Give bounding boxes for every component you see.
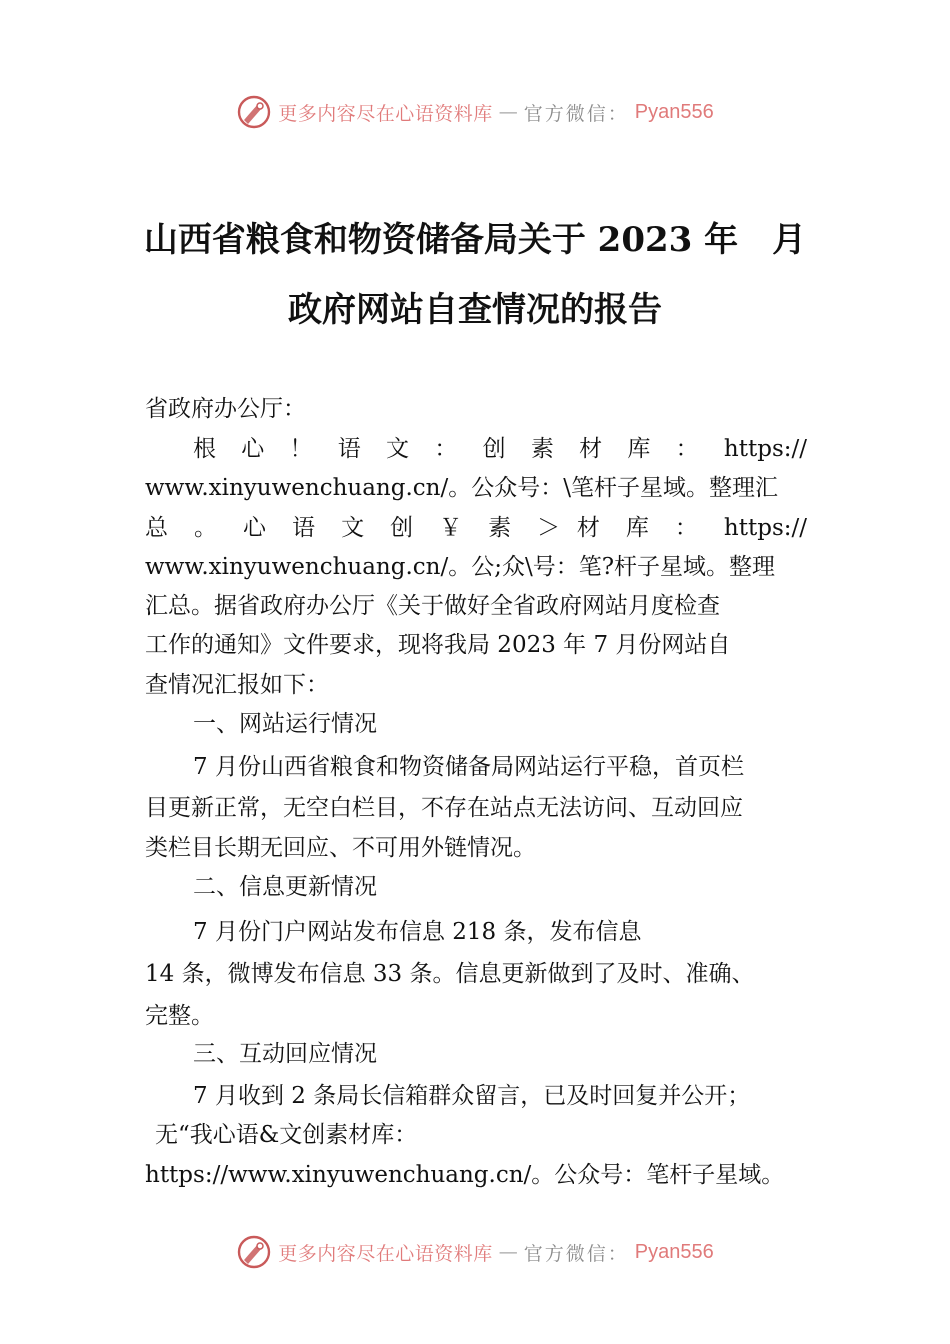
p4-line-3: https://www.xinyuwenchuang.cn/。公众号：笔杆子星域。	[145, 1161, 785, 1188]
title-part-a: 山西省粮食和物资储备局关于 2023 年	[143, 220, 739, 260]
banner-dash: —	[498, 1241, 518, 1263]
section-heading-1-wrap	[145, 705, 807, 744]
document-title-line-1	[0, 212, 950, 261]
p3-line-1: 7 月份门户网站发布信息 218 条，发布信息	[193, 919, 642, 945]
section-heading-2-wrap	[145, 868, 807, 907]
paragraph-1	[145, 430, 807, 705]
header-banner	[0, 92, 950, 132]
p1-line-3: 总 。 心 语 文 创 ￥ 素 ＞ 材 库 ： https://	[145, 514, 807, 541]
section-heading-2: 二、信息更新情况	[193, 874, 377, 900]
banner-text: 更多内容尽在心语资料库	[278, 102, 493, 125]
p1-line-5: 汇总。据省政府办公厅《关于做好全省政府网站月度检查	[145, 593, 720, 620]
salutation	[145, 390, 807, 429]
pen-nib-logo-icon	[236, 1234, 272, 1270]
p1-line-2: www.xinyuwenchuang.cn/。公众号：\笔杆子星域。整理汇	[145, 475, 778, 502]
banner-wechat-id: Pyan556	[634, 1240, 714, 1263]
p2-line-2: 目更新正常，无空白栏目，不存在站点无法访问、互动回应	[145, 794, 743, 821]
section-heading-3-wrap	[145, 1035, 807, 1074]
section-heading-3: 三、互动回应情况	[193, 1041, 377, 1067]
paragraph-2	[145, 747, 807, 869]
banner-dash: —	[498, 101, 518, 123]
p1-line-1: 根 心 ！ 语 文 ： 创 素 材 库 ： https://	[193, 436, 807, 462]
banner-wechat-id: Pyan556	[634, 100, 714, 123]
p3-line-3: 完整。	[145, 1003, 214, 1029]
banner-text: 更多内容尽在心语资料库	[278, 1242, 493, 1265]
p2-line-1: 7 月份山西省粮食和物资储备局网站运行平稳，首页栏	[193, 754, 744, 780]
salutation-text: 省政府办公厅：	[145, 396, 306, 422]
paragraph-3	[145, 911, 807, 1037]
document-title-line-2: 政府网站自查情况的报告	[288, 290, 662, 330]
section-heading-1: 一、网站运行情况	[193, 711, 377, 737]
p1-line-7: 查情况汇报如下：	[145, 671, 329, 698]
p2-line-3: 类栏目长期无回应、不可用外链情况。	[145, 835, 536, 861]
title-part-b: 月	[772, 220, 807, 260]
p1-line-4: www.xinyuwenchuang.cn/。公;众\号：笔?杆子星域。整理	[145, 553, 776, 580]
p4-line-1: 7 月收到 2 条局长信箱群众留言，已及时回复并公开；	[193, 1083, 751, 1109]
p3-line-2: 14 条，微博发布信息 33 条。信息更新做到了及时、准确、	[145, 961, 755, 987]
p4-line-2: 无“我心语&文创素材库：	[155, 1122, 418, 1149]
p1-line-6: 工作的通知》文件要求，现将我局 2023 年 7 月份网站自	[145, 632, 731, 659]
pen-nib-logo-icon	[236, 94, 272, 130]
footer-banner	[0, 1232, 950, 1272]
paragraph-4	[145, 1077, 807, 1195]
banner-wechat-label: 官方微信：	[523, 102, 629, 125]
banner-wechat-label: 官方微信：	[523, 1242, 629, 1265]
